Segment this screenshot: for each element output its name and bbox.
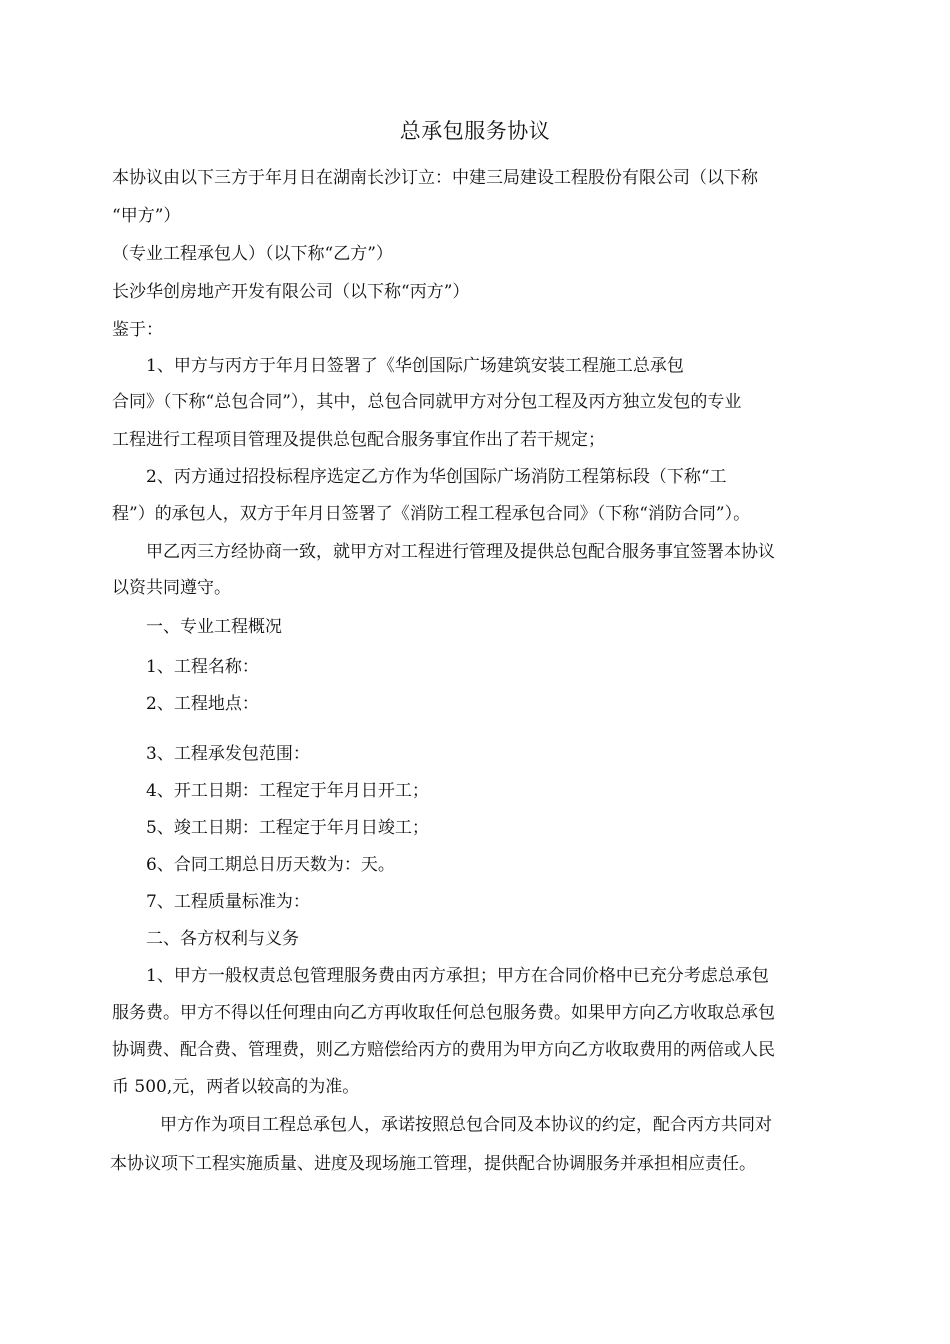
- paragraph-line-4: 长沙华创房地产开发有限公司（以下称“丙方”）: [112, 282, 470, 302]
- paragraph-line-24: 协调费、配合费、管理费，则乙方赔偿给丙方的费用为甲方向乙方收取费用的两倍或人民: [112, 1040, 775, 1060]
- paragraph-line-3: （专业工程承包人）（以下称“乙方”）: [112, 244, 393, 264]
- paragraph-line-14: 1、工程名称：: [146, 657, 259, 677]
- section-heading-2: 二、各方权利与义务: [146, 929, 299, 949]
- paragraph-line-1: 本协议由以下三方于年月日在湖南长沙订立：中建三局建设工程股份有限公司（以下称: [112, 168, 758, 188]
- paragraph-line-8: 工程进行工程项目管理及提供总包配合服务事宜作出了若干规定；: [112, 430, 605, 450]
- paragraph-line-9: 2、丙方通过招投标程序选定乙方作为华创国际广场消防工程第标段（下称“工: [146, 467, 727, 487]
- paragraph-line-23: 服务费。甲方不得以任何理由向乙方再收取任何总包服务费。如果甲方向乙方收取总承包: [112, 1003, 775, 1023]
- paragraph-line-27: 本协议项下工程实施质量、进度及现场施工管理，提供配合协调服务并承担相应责任。: [110, 1154, 756, 1174]
- paragraph-line-15: 2、工程地点：: [146, 694, 259, 714]
- paragraph-line-17: 4、开工日期：工程定于年月日开工；: [146, 781, 429, 801]
- paragraph-line-5: 鉴于：: [112, 320, 163, 340]
- paragraph-line-26: 甲方作为项目工程总承包人，承诺按照总包合同及本协议的约定，配合丙方共同对: [160, 1115, 772, 1135]
- paragraph-line-12: 以资共同遵守。: [112, 578, 231, 598]
- paragraph-line-10: 程”）的承包人，双方于年月日签署了《消防工程工程承包合同》（下称“消防合同”）。: [112, 504, 751, 524]
- paragraph-line-20: 7、工程质量标准为：: [146, 892, 310, 912]
- paragraph-line-6: 1、甲方与丙方于年月日签署了《华创国际广场建筑安装工程施工总承包: [146, 356, 684, 376]
- paragraph-line-16: 3、工程承发包范围：: [146, 744, 310, 764]
- paragraph-line-25: 币 500,元，两者以较高的为准。: [112, 1077, 360, 1097]
- paragraph-line-18: 5、竣工日期：工程定于年月日竣工；: [146, 818, 429, 838]
- paragraph-line-7: 合同》（下称“总包合同”），其中，总包合同就甲方对分包工程及丙方独立发包的专业: [112, 392, 742, 412]
- paragraph-line-22: 1、甲方一般权责总包管理服务费由丙方承担；甲方在合同价格中已充分考虑总承包: [146, 966, 769, 986]
- paragraph-line-2: “甲方”）: [112, 206, 181, 226]
- section-heading-1: 一、专业工程概况: [146, 617, 282, 637]
- paragraph-line-11: 甲乙丙三方经协商一致，就甲方对工程进行管理及提供总包配合服务事宜签署本协议: [146, 542, 775, 562]
- paragraph-line-19: 6、合同工期总日历天数为：天。: [146, 855, 395, 875]
- document-title: 总承包服务协议: [399, 119, 551, 143]
